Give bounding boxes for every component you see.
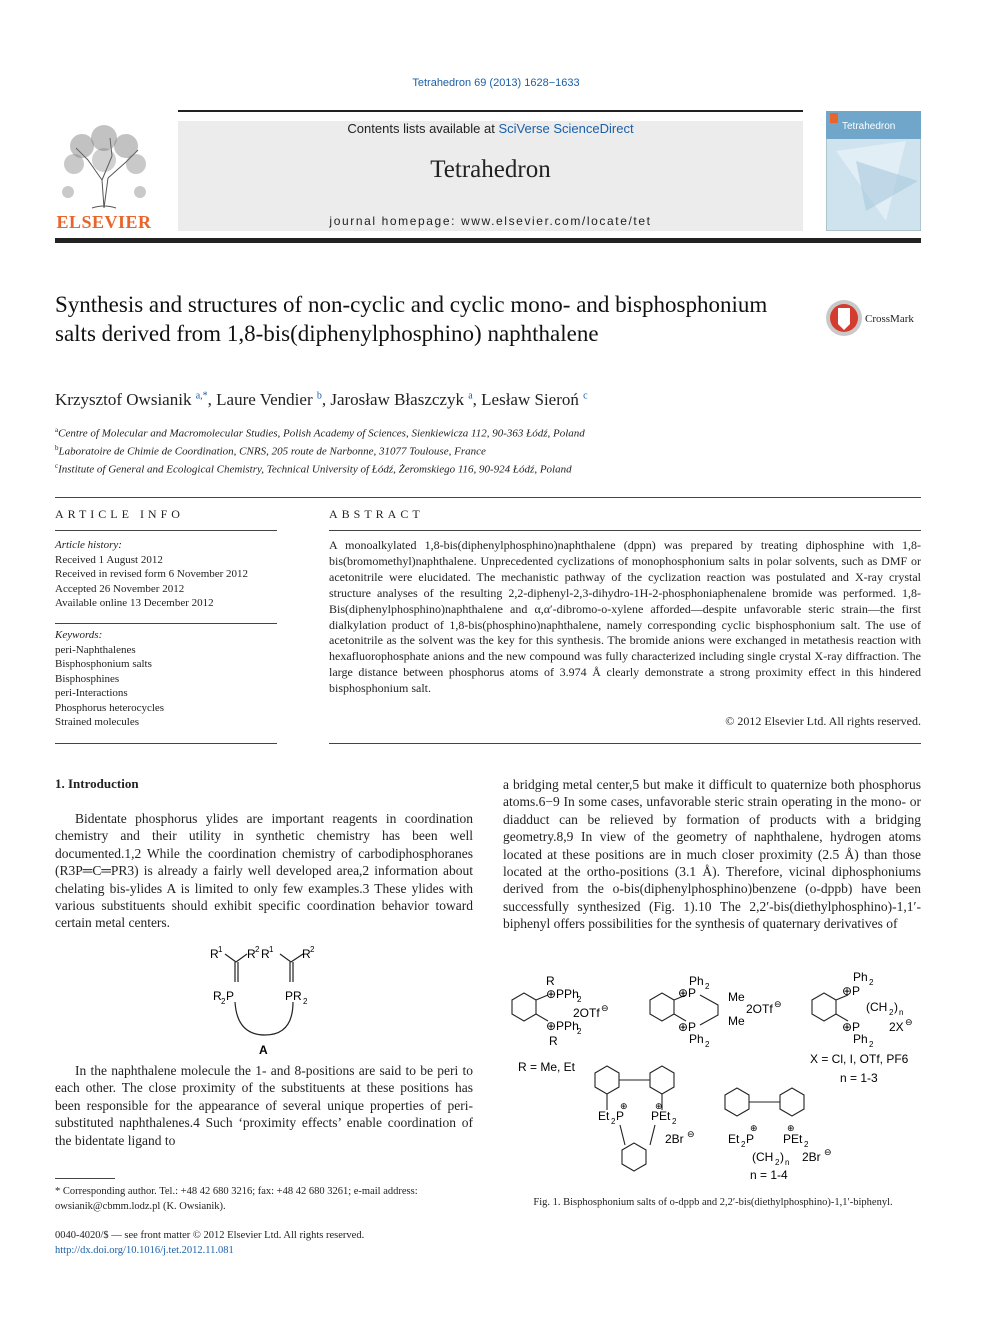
section-heading-introduction: 1. Introduction bbox=[55, 776, 139, 791]
copyright-line: © 2012 Elsevier Ltd. All rights reserved. bbox=[725, 714, 921, 728]
section-rule bbox=[55, 623, 277, 624]
svg-text:2: 2 bbox=[889, 1008, 894, 1017]
keyword-item: Bisphosphonium salts bbox=[55, 658, 152, 670]
fig1-label-r: R = Me, Et bbox=[518, 1060, 576, 1074]
author-affil-marker[interactable]: c bbox=[583, 390, 588, 402]
svg-text:⊕: ⊕ bbox=[655, 1101, 663, 1111]
svg-text:Ph: Ph bbox=[689, 974, 704, 988]
svg-text:Et: Et bbox=[728, 1132, 740, 1146]
svg-text:⊖: ⊖ bbox=[774, 999, 782, 1009]
svg-text:⊕: ⊕ bbox=[787, 1123, 795, 1133]
svg-text:2: 2 bbox=[869, 1040, 874, 1049]
svg-text:2X: 2X bbox=[889, 1020, 904, 1034]
author-list: Krzysztof Owsianik $^{a,*}$, Laure Vendier $^b$, Jarosław Błaszczyk $^a$, Lesław Sieroń $^c$ bbox=[55, 390, 588, 409]
svg-text:⊖: ⊖ bbox=[687, 1129, 695, 1139]
svg-text:2OTf: 2OTf bbox=[746, 1002, 773, 1016]
section-rule bbox=[329, 530, 921, 531]
svg-text:P: P bbox=[746, 1132, 755, 1146]
affiliation-item: $^b$Laboratoire de Chimie de Coordination, CNRS, 205 route de Narbonne, 31077 Toulouse, France bbox=[55, 444, 486, 458]
structure-a-diagram bbox=[195, 940, 345, 1060]
section-rule bbox=[55, 530, 277, 531]
svg-text:Ph: Ph bbox=[689, 1032, 704, 1046]
svg-text:P: P bbox=[616, 1109, 625, 1123]
keyword-item: Bisphosphines bbox=[55, 672, 120, 685]
affiliation-item: $^a$Centre of Molecular and Macromolecular Studies, Polish Academy of Sciences, Sienkiewicza 112, 90-363 Łódź, Poland bbox=[55, 426, 585, 440]
svg-text:2: 2 bbox=[705, 982, 710, 991]
svg-text:2: 2 bbox=[310, 945, 315, 954]
section-rule bbox=[55, 497, 921, 498]
affiliation-item: $^c$Institute of General and Ecological Chemistry, Technical University of Łódź, Żeromskiego 116, 90-924 Łódź, Poland bbox=[55, 462, 572, 476]
crossmark-badge[interactable] bbox=[824, 298, 924, 338]
doi-link[interactable]: http://dx.doi.org/10.1016/j.tet.2012.11.081 bbox=[55, 1245, 234, 1256]
svg-text:(CH: (CH bbox=[866, 1000, 888, 1014]
svg-text:n: n bbox=[785, 1158, 790, 1167]
svg-text:P: P bbox=[226, 989, 235, 1003]
svg-text:2: 2 bbox=[804, 1140, 809, 1149]
svg-text:R: R bbox=[213, 989, 222, 1003]
history-label: Article history: bbox=[55, 539, 122, 551]
history-item: Available online 13 December 2012 bbox=[55, 597, 214, 609]
contents-prefix: Contents lists available at bbox=[347, 121, 499, 136]
svg-text:(CH: (CH bbox=[752, 1150, 774, 1164]
contents-line bbox=[178, 121, 803, 136]
svg-text:⊕PPh: ⊕PPh bbox=[546, 987, 579, 1001]
article-title: Synthesis and structures of non-cyclic and cyclic mono- and bisphosphonium salts derived from 1,8-bis(diphenylphosphino) naphthalene bbox=[55, 292, 768, 346]
svg-text:⊕P: ⊕P bbox=[842, 1020, 861, 1034]
keyword-item: peri-Naphthalenes bbox=[55, 643, 136, 656]
history-item: Received 1 August 2012 bbox=[55, 553, 163, 566]
intro-paragraph-right: a bridging metal center,5 but make it difficult to quaternize both phosphorus atoms.6−9 In some cases, unfavorable steric strain operating in the mono- or diadduct can be relieved by formation of products with a bridging geometry.8,9 In view of the geometry of naphthalene, hydrogen atoms located at these positions are in much closer proximity (2.5 Å) than those located at the ortho-positions (3.1 Å). Therefore, vicinal diphosphoniums derived from the o-bis(diphenylphosphino)benzene (o-dppb) have been successfully synthesized (Fig. 1).10 The 2,2′-bis(diethylphosphino)-1,1′-biphenyl offers possibilities for the synthesis of quaternary derivatives of bbox=[503, 777, 921, 932]
publisher-name: ELSEVIER bbox=[56, 212, 152, 232]
svg-text:2: 2 bbox=[577, 995, 582, 1004]
structure-a-label: A bbox=[259, 1043, 268, 1057]
journal-citation[interactable]: Tetrahedron 69 (2013) 1628−1633 bbox=[412, 77, 580, 89]
affiliations bbox=[55, 423, 755, 477]
journal-title: Tetrahedron bbox=[430, 156, 551, 183]
fig1-label-x: X = Cl, I, OTf, PF6 bbox=[810, 1052, 909, 1066]
abstract-heading: ABSTRACT bbox=[329, 507, 424, 521]
svg-text:2: 2 bbox=[221, 997, 226, 1006]
header-rule bbox=[178, 110, 803, 112]
svg-text:2: 2 bbox=[303, 997, 308, 1006]
svg-text:1: 1 bbox=[218, 945, 223, 954]
section-rule bbox=[329, 743, 921, 744]
svg-text:⊖: ⊖ bbox=[601, 1003, 609, 1013]
svg-text:2: 2 bbox=[611, 1117, 616, 1126]
svg-text:1: 1 bbox=[269, 945, 274, 954]
svg-text:PEt: PEt bbox=[651, 1109, 671, 1123]
svg-text:R: R bbox=[247, 947, 256, 961]
section-rule bbox=[55, 743, 277, 744]
svg-text:2Br: 2Br bbox=[665, 1132, 684, 1146]
abstract-text: A monoalkylated 1,8-bis(diphenylphosphino)naphthalene (dppn) was prepared by treating diphosphine with 1,8-bis(bromomethyl)naphthalene. Unprecedented cyclizations of monophosphonium salts in polar solvents, such as DMF or acetonitrile were elucidated. The mechanistic pathway of the cyclization reaction was postulated and X-ray crystal structure analyses of the resulting 2,2-diphenyl-2,3-dihydro-1H-2-phosphoniaphenalene bromide was performed. 1,8-Bis(diphenylphosphino)naphthalene and α,α′-dibromo-o-xylene afforded—despite unfavorable steric strain—the first dialkylation product of 1,8-bis(phosphino)naphthalene, namely corresponding cyclic bisphosphonium salt. The use of acetonitrile as the solvent was the key for this synthesis. The bromide anions were exchanged in metathesis reaction with hexafluorophosphate anions and the new compound was fully characterized including single crystal X-ray diffraction. The large distance between phosphorus atoms of 3.974 Å clearly demonstrate a strong proximity effect in this hindered bisphosphonium salt. bbox=[329, 538, 921, 696]
keyword-item: Strained molecules bbox=[55, 716, 140, 728]
svg-text:⊕P: ⊕P bbox=[678, 986, 697, 1000]
svg-text:2: 2 bbox=[577, 1027, 582, 1036]
fig1-label-n13: n = 1-3 bbox=[840, 1071, 878, 1085]
svg-text:2: 2 bbox=[869, 978, 874, 987]
svg-text:Et: Et bbox=[598, 1109, 610, 1123]
svg-text:Ph: Ph bbox=[853, 1032, 868, 1046]
figure-1-structures[interactable] bbox=[500, 965, 925, 1190]
svg-text:n: n bbox=[899, 1008, 904, 1017]
svg-text:R: R bbox=[546, 974, 555, 988]
journal-cover-image[interactable] bbox=[826, 111, 921, 231]
svg-text:⊕: ⊕ bbox=[750, 1123, 758, 1133]
svg-text:⊖: ⊖ bbox=[905, 1017, 913, 1027]
svg-text:2: 2 bbox=[255, 945, 260, 954]
svg-text:Me: Me bbox=[728, 990, 745, 1004]
keywords bbox=[55, 628, 277, 730]
svg-text:): ) bbox=[780, 1150, 784, 1164]
svg-text:R: R bbox=[210, 947, 219, 961]
keywords-label: Keywords: bbox=[55, 629, 103, 641]
svg-text:R: R bbox=[302, 947, 311, 961]
svg-text:2: 2 bbox=[672, 1117, 677, 1126]
keyword-item: Phosphorus heterocycles bbox=[55, 701, 165, 714]
svg-text:⊕P: ⊕P bbox=[842, 984, 861, 998]
svg-text:R: R bbox=[549, 1034, 558, 1048]
author-name[interactable]: Jarosław Błaszczyk bbox=[330, 390, 464, 409]
history-item: Accepted 26 November 2012 bbox=[55, 582, 185, 595]
cover-title: Tetrahedron bbox=[842, 121, 896, 132]
svg-text:⊕P: ⊕P bbox=[678, 1020, 697, 1034]
author-affil-marker[interactable]: b bbox=[316, 390, 322, 402]
svg-text:2: 2 bbox=[705, 1040, 710, 1049]
svg-text:2: 2 bbox=[775, 1158, 780, 1167]
corresponding-author-footnote: * Corresponding author. Tel.: +48 42 680 3216; fax: +48 42 680 3261; e-mail address: owsianik@cbmm.lodz.pl (K. Owsianik). bbox=[55, 1186, 418, 1212]
sciencedirect-link[interactable]: SciVerse ScienceDirect bbox=[498, 121, 634, 136]
history-item: Received in revised form 6 November 2012 bbox=[55, 568, 249, 580]
author-affil-marker[interactable]: a bbox=[468, 390, 473, 402]
footnote-rule bbox=[55, 1178, 115, 1179]
article-history bbox=[55, 538, 277, 611]
intro-paragraph: Bidentate phosphorus ylides are important reagents in coordination chemistry and their utility in synthetic chemistry has been well documented.1,2 While the coordination chemistry of carbodiphosphoranes (R3P═C═PR3) is already a fairly well developed area,2 information about chelating bis-ylides A is limited to only few examples.3 These ylides with various substituents should exhibit specific coordination behavior toward certain metal centers. bbox=[55, 811, 473, 931]
issn-block bbox=[55, 1228, 555, 1258]
svg-text:Ph: Ph bbox=[853, 970, 868, 984]
issn-line: 0040-4020/$ — see front matter © 2012 Elsevier Ltd. All rights reserved. bbox=[55, 1230, 365, 1241]
crossmark-label: CrossMark bbox=[865, 313, 914, 325]
svg-text:Me: Me bbox=[728, 1014, 745, 1028]
svg-text:2: 2 bbox=[741, 1140, 746, 1149]
keyword-item: peri-Interactions bbox=[55, 687, 128, 699]
svg-text:⊖: ⊖ bbox=[824, 1147, 832, 1157]
author-affil-marker[interactable]: a,* bbox=[195, 390, 208, 402]
svg-text:⊕: ⊕ bbox=[620, 1101, 628, 1111]
intro-paragraph: In the naphthalene molecule the 1- and 8-positions are said to be peri to each other. The close proximity of the substituents at these positions has been responsible for the appearance of several unique properties of peri-substituted naphthalenes.4 Such ‘proximity effects’ enable coordination of the bidentate ligand to bbox=[55, 1063, 473, 1148]
article-info-heading: ARTICLE INFO bbox=[55, 507, 184, 521]
svg-text:PEt: PEt bbox=[783, 1132, 803, 1146]
fig1-label-n14: n = 1-4 bbox=[750, 1168, 788, 1182]
journal-homepage[interactable]: journal homepage: www.elsevier.com/locate/tet bbox=[329, 214, 652, 228]
header-thick-rule bbox=[55, 238, 921, 243]
figure-1-caption: Fig. 1. Bisphosphonium salts of o-dppb and 2,2′-bis(diethylphosphino)-1,1′-biphenyl. bbox=[533, 1197, 893, 1208]
svg-text:2OTf: 2OTf bbox=[573, 1006, 600, 1020]
svg-text:⊕PPh: ⊕PPh bbox=[546, 1019, 579, 1033]
author-name[interactable]: Lesław Sieroń bbox=[481, 390, 579, 409]
author-name[interactable]: Laure Vendier bbox=[216, 390, 313, 409]
svg-text:): ) bbox=[894, 1000, 898, 1014]
svg-text:2Br: 2Br bbox=[802, 1150, 821, 1164]
svg-text:R: R bbox=[261, 947, 270, 961]
svg-text:PR: PR bbox=[285, 989, 302, 1003]
author-name[interactable]: Krzysztof Owsianik bbox=[55, 390, 192, 409]
